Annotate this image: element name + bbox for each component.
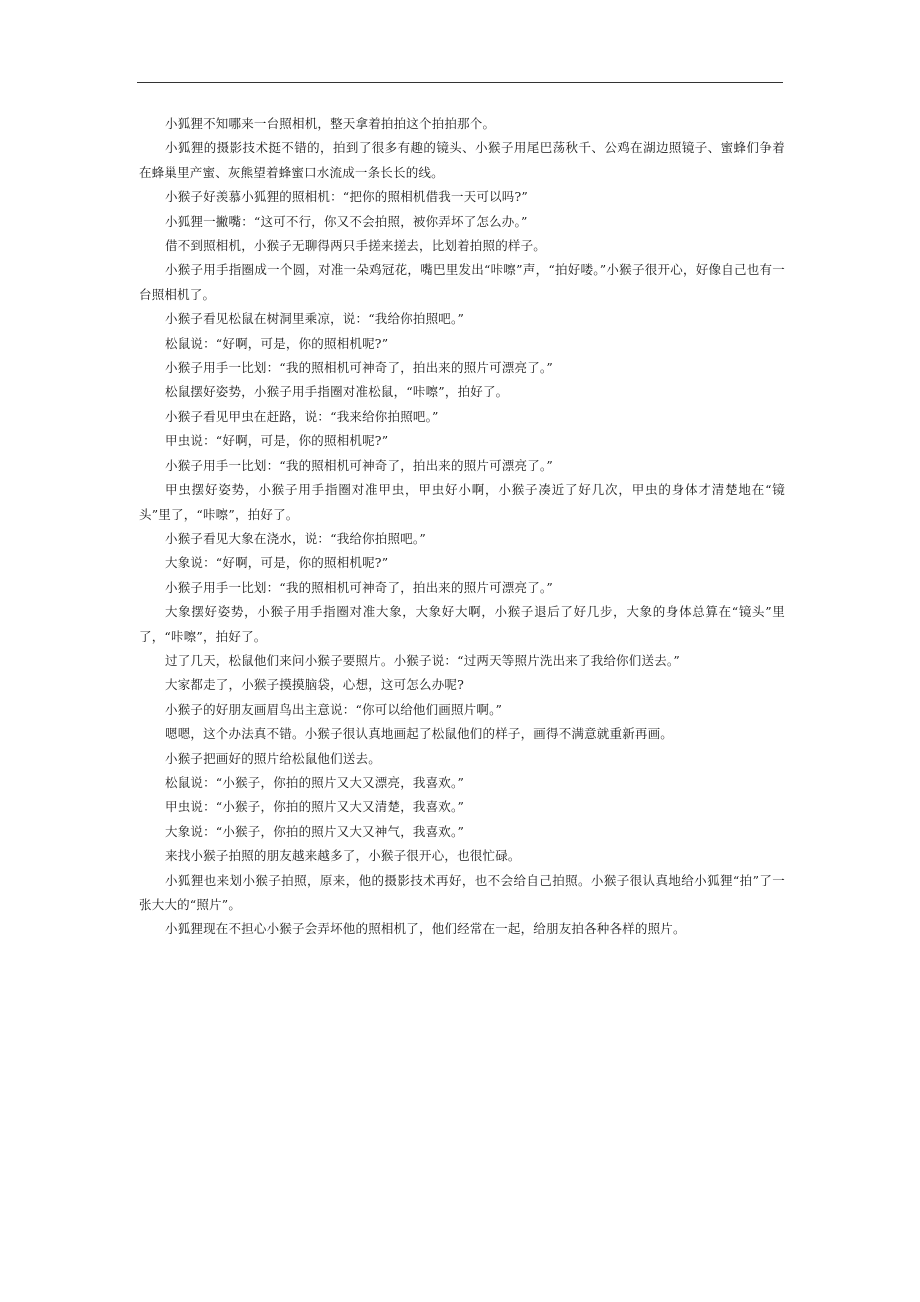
paragraph: 甲虫说：“好啊，可是，你的照相机呢?” <box>165 433 389 449</box>
paragraph: 小猴子用手一比划：“我的照相机可神奇了，拍出来的照片可漂亮了。” <box>165 360 553 376</box>
paragraph: 过了几天，松鼠他们来问小猴子要照片。小猴子说：“过两天等照片洗出来了我给你们送去。” <box>165 652 680 668</box>
paragraph: 小狐狸一撇嘴：“这可不行，你又不会拍照，被你弄坏了怎么办。” <box>165 213 528 229</box>
paragraph: 大家都走了，小猴子摸摸脑袋，心想，这可怎么办呢? <box>165 677 465 693</box>
paragraph: 嗯嗯，这个办法真不错。小猴子很认真地画起了松鼠他们的样子，画得不满意就重新再画。 <box>165 726 674 742</box>
story-body <box>139 112 785 942</box>
paragraph: 大象说：“好啊，可是，你的照相机呢?” <box>165 555 389 571</box>
paragraph: 小狐狸的摄影技术挺不错的，拍到了很多有趣的镜头、小猴子用尾巴荡秋千、公鸡在湖边照镜子、蜜蜂们争着在蜂巢里产蜜、灰熊望着蜂蜜口水流成一条长长的线。 <box>139 140 785 180</box>
paragraph: 松鼠说：“好啊，可是，你的照相机呢?” <box>165 335 389 351</box>
paragraph: 小猴子看见甲虫在赶路，说：“我来给你拍照吧。” <box>165 408 439 424</box>
paragraph: 松鼠摆好姿势，小猴子用手指圈对准松鼠，“咔嚓”，拍好了。 <box>165 384 509 400</box>
paragraph: 小猴子看见大象在浇水，说：“我给你拍照吧。” <box>165 530 426 546</box>
paragraph: 借不到照相机，小猴子无聊得两只手搓来搓去，比划着拍照的样子。 <box>165 238 547 254</box>
paragraph: 小猴子好羡慕小狐狸的照相机：“把你的照相机借我一天可以吗?” <box>165 189 528 205</box>
paragraph: 甲虫摆好姿势，小猴子用手指圈对准甲虫，甲虫好小啊，小猴子凑近了好几次，甲虫的身体才清楚地在“镜头”里了，“咔嚓”，拍好了。 <box>139 482 785 522</box>
paragraph: 小狐狸不知哪来一台照相机，整天拿着拍拍这个拍拍那个。 <box>165 116 496 131</box>
paragraph: 大象摆好姿势，小猴子用手指圈对准大象，大象好大啊，小猴子退后了好几步，大象的身体总算在“镜头”里了，“咔嚓”，拍好了。 <box>139 604 785 644</box>
paragraph: 小猴子用手指圈成一个圆，对准一朵鸡冠花，嘴巴里发出“咔嚓”声，“拍好喽。”小猴子很开心，好像自己也有一台照相机了。 <box>139 262 785 302</box>
paragraph: 小猴子的好朋友画眉鸟出主意说：“你可以给他们画照片啊。” <box>165 701 503 717</box>
paragraph: 来找小猴子拍照的朋友越来越多了，小猴子很开心，也很忙碌。 <box>165 848 521 864</box>
paragraph: 松鼠说：“小猴子，你拍的照片又大又漂亮，我喜欢。” <box>165 774 465 790</box>
header-rule <box>137 82 783 83</box>
paragraph: 小猴子用手一比划：“我的照相机可神奇了，拍出来的照片可漂亮了。” <box>165 579 553 595</box>
paragraph: 甲虫说：“小猴子，你拍的照片又大又清楚，我喜欢。” <box>165 799 465 815</box>
paragraph: 小狐狸现在不担心小猴子会弄坏他的照相机了，他们经常在一起，给朋友拍各种各样的照片。 <box>165 921 686 937</box>
paragraph: 小猴子看见松鼠在树洞里乘凉，说：“我给你拍照吧。” <box>165 311 465 327</box>
paragraph: 小猴子用手一比划：“我的照相机可神奇了，拍出来的照片可漂亮了。” <box>165 457 553 473</box>
paragraph: 小狐狸也来划小猴子拍照，原来，他的摄影技术再好，也不会给自己拍照。小猴子很认真地给小狐狸“拍”了一张大大的“照片”。 <box>139 872 785 912</box>
paragraph: 小猴子把画好的照片给松鼠他们送去。 <box>165 750 381 766</box>
paragraph: 大象说：“小猴子，你拍的照片又大又神气，我喜欢。” <box>165 823 465 839</box>
